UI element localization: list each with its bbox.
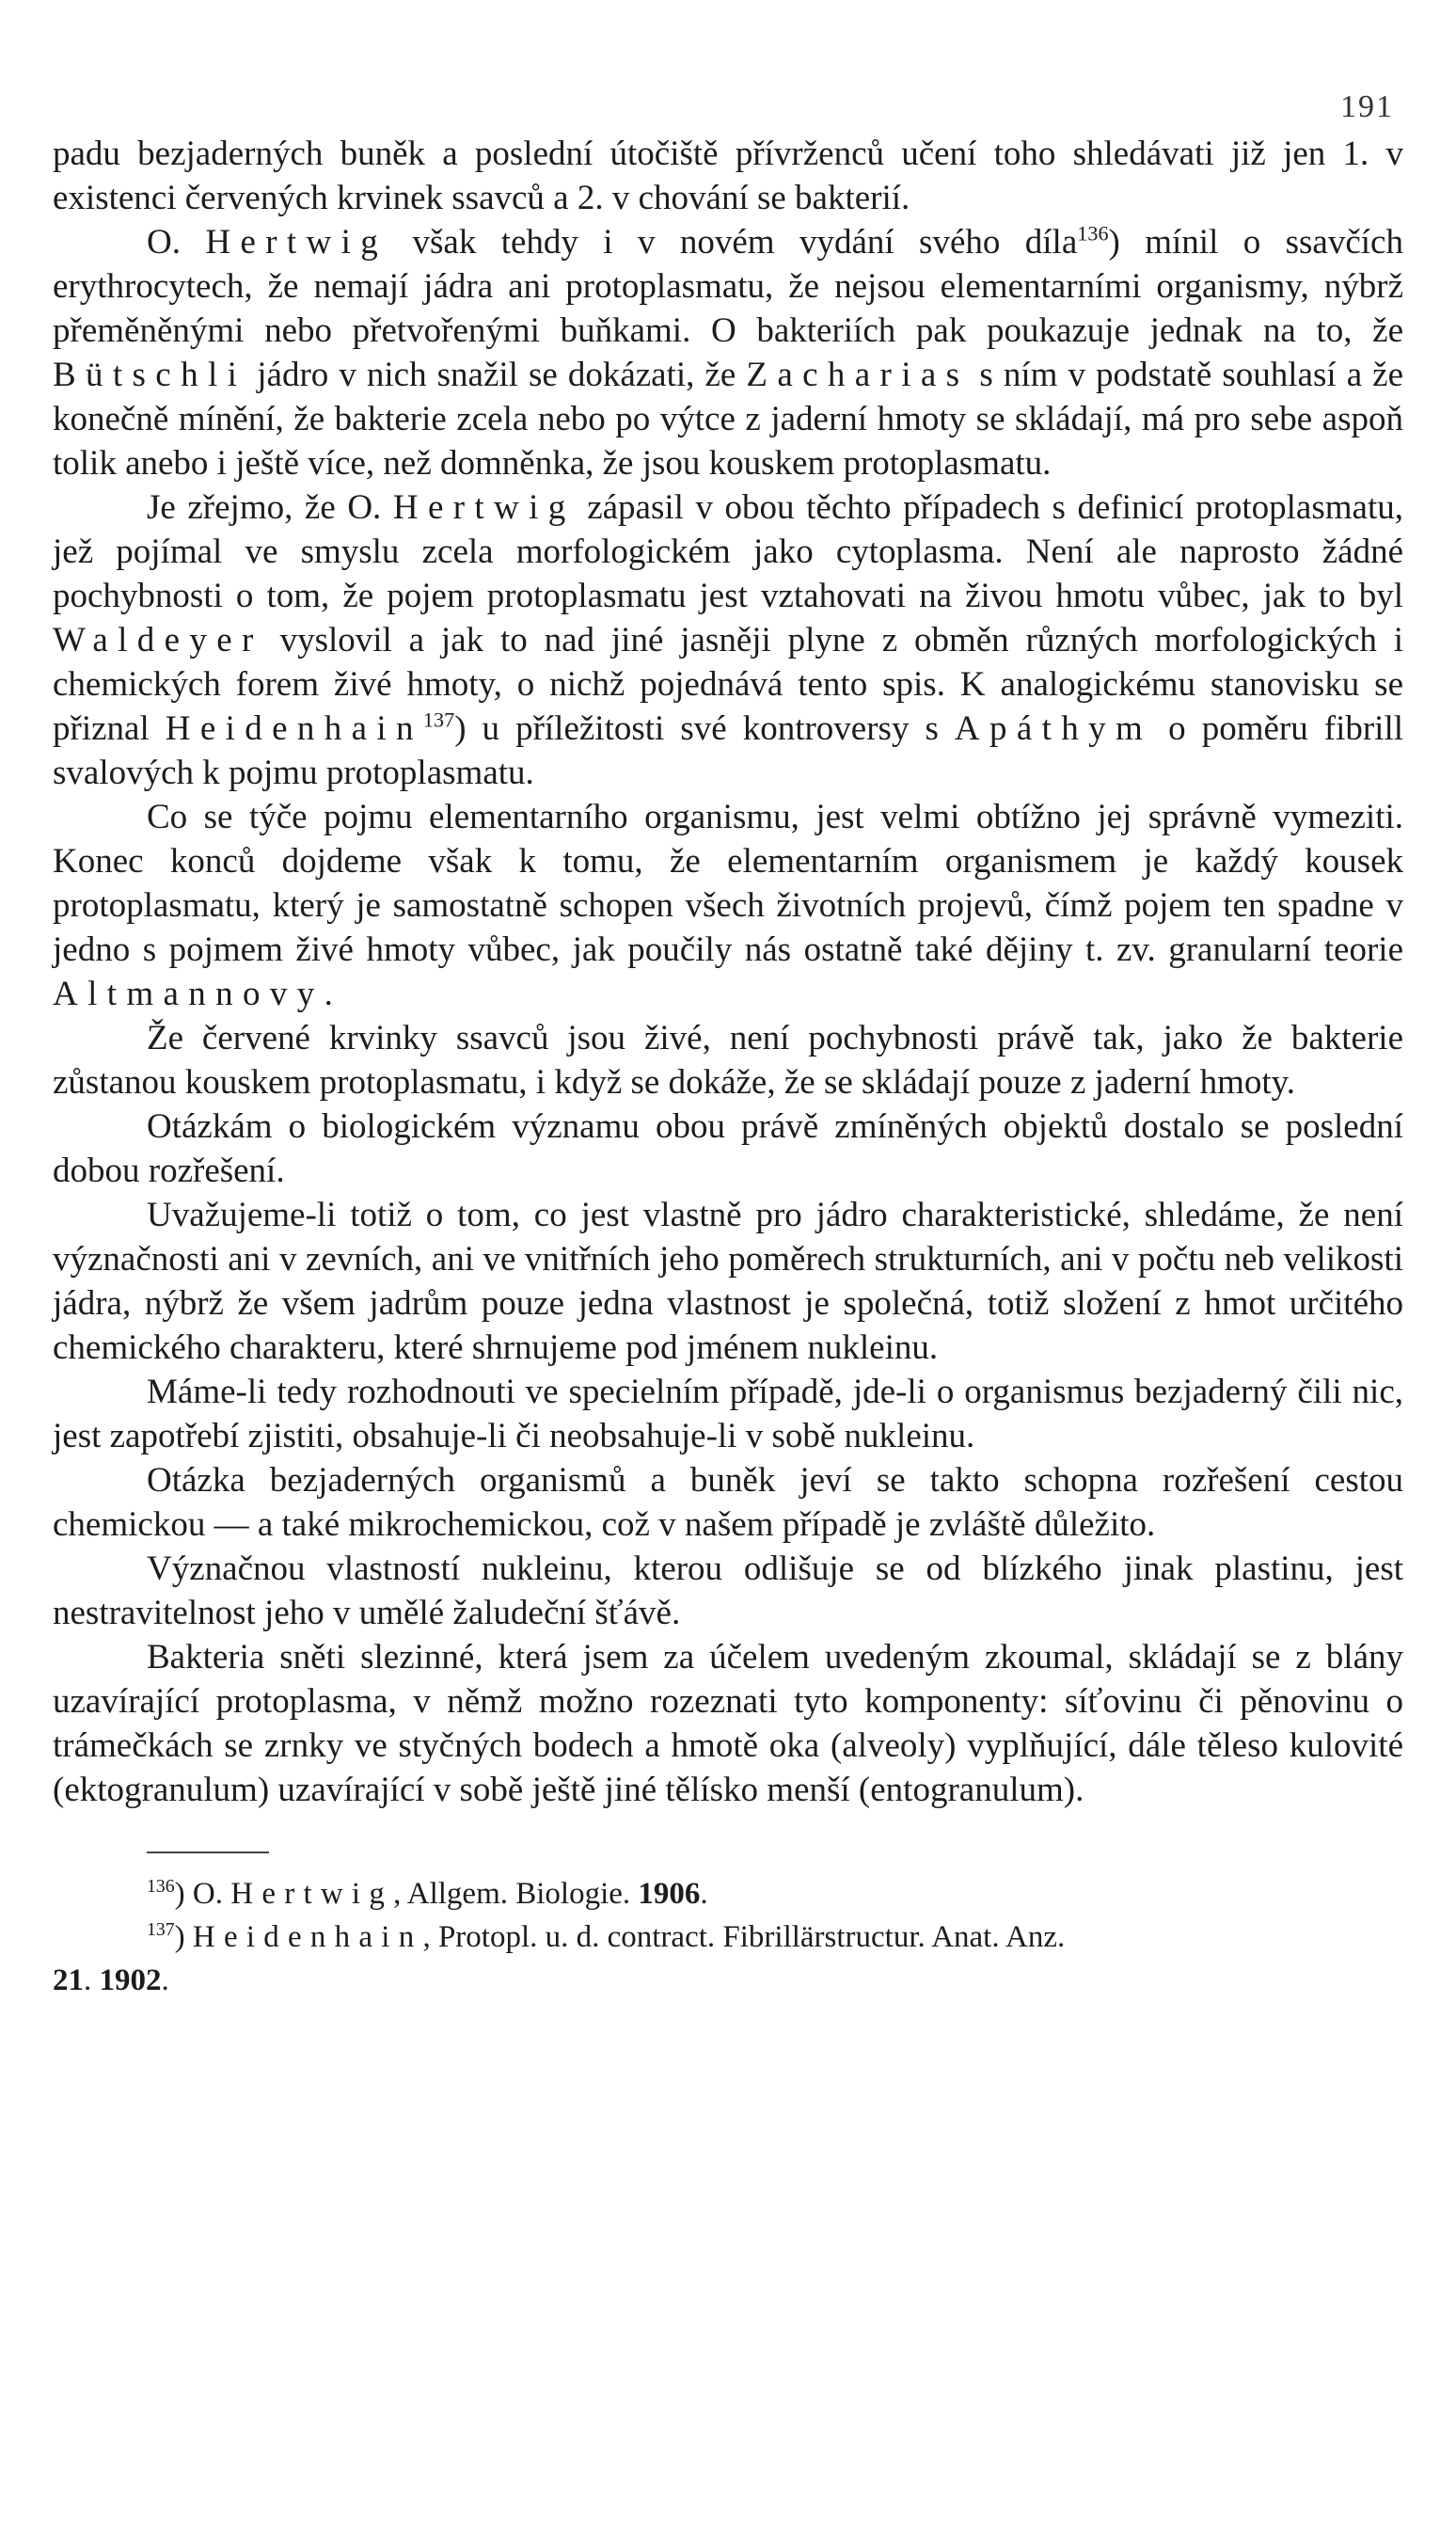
text-run: Že červené krvinky ssavců jsou živé, není pochybnosti právě tak, jako že bakterie zůstanou kouskem protoplasmatu, i když se dokáže, že se skládají pouze z jaderní hmoty. — [53, 1019, 1403, 1102]
text-run: jádro v nich snažil se dokázati, že — [246, 356, 747, 394]
text-run: Co se týče pojmu elementarního organismu, jest velmi obtížno jej správně vymeziti. Konec konců dojdeme však k tomu, že elementarním organismem je každý kousek protoplasmatu, který je samostatně schopen všech životních projevů, čímž pojem ten spadne v jedno s pojmem živé hmoty vůbec, jak poučily nás ostatně také dějiny t. zv. granularní teorie — [53, 798, 1403, 969]
footnote-ref: 137 — [422, 707, 455, 732]
text-run: zápasil v obou těchto případech s definicí protoplasmatu, jež pojímal ve smyslu zcela morfologickém jako cytoplasma. Není ale naprosto žádné pochybnosti o tom, že pojem protoplasmatu jest vztahovati na živou hmotu vůbec, jak to byl — [53, 488, 1403, 615]
text-run: Otázka bezjaderných organismů a buněk jeví se takto schopna rozřešení cestou chemickou — a také mikrochemickou, což v našem případě je zvláště důležito. — [53, 1461, 1403, 1544]
footnote-136 — [53, 1872, 1403, 1915]
spaced-name: Hertwig — [392, 488, 576, 527]
text-run: s ním v podstatě souhlasí a že konečně mínění, že bakterie zcela nebo po výtce z jaderní hmoty se skládají, má pro sebe aspoň tolik anebo i ještě více, než domněnka, že jsou kouskem protoplasmatu. — [53, 356, 1403, 483]
paragraph — [53, 1105, 1403, 1193]
text-run: Otázkám o biologickém významu obou právě zmíněných objektů dostalo se poslední dobou rozřešení. — [53, 1107, 1403, 1190]
spaced-name: Zacharias — [746, 356, 970, 394]
text-run: , Protopl. u. d. contract. Fibrillärstructur. Anat. Anz. — [422, 1920, 1066, 1954]
spaced-name: Bütschli — [53, 356, 247, 394]
paragraph — [53, 795, 1403, 1016]
footnote-ref: 136 — [1077, 221, 1109, 246]
paragraph — [53, 132, 1403, 220]
text-run: padu bezjaderných buněk a poslední útočiště přívrženců učení toho shledávati již jen 1. v existenci červených krvinek ssavců a 2. v chování se bakterií. — [53, 135, 1403, 217]
paragraph — [53, 1370, 1403, 1458]
page-number: 191 — [1340, 89, 1394, 124]
text-run: . — [161, 1963, 169, 1997]
spaced-name: Altmannovy — [53, 975, 324, 1013]
text-run: Je zřejmo, že O. — [147, 488, 393, 527]
paragraph — [53, 1193, 1403, 1370]
footnote-ref: 136 — [147, 1876, 175, 1898]
text-run: . — [324, 975, 333, 1013]
footnote-137 — [53, 1915, 1403, 1959]
paragraph — [53, 220, 1403, 485]
text-run: Uvažujeme-li totiž o tom, co jest vlastně pro jádro charakteristické, shledáme, že není význačnosti ani v zevních, ani ve vnitřních jeho poměrech strukturních, ani v počtu neb velikosti jádra, nýbrž že všem jadrům pouze jedna vlastnost je společná, totiž složení z hmot určitého chemického charakteru, které shrnujeme pod jménem nukleinu. — [53, 1196, 1403, 1367]
bold-text: 1902 — [99, 1963, 162, 1997]
spaced-name: Hertwig — [230, 1877, 394, 1911]
text-run: . — [84, 1963, 100, 1997]
text-run: o poměru fibrill svalových k pojmu protoplasmatu. — [53, 709, 1404, 792]
text-run: vyslovil a jak to nad jiné jasněji plyne z obměn různých morfologických i chemických forem živé hmoty, o nichž pojednává tento spis. K analogickému stanovisku se přiznal — [53, 621, 1403, 748]
text-run: však tehdy i v novém vydání svého díla — [388, 223, 1078, 262]
text-run: . — [700, 1877, 708, 1911]
spaced-name: Heidenhain — [165, 709, 423, 748]
text-run: , Allgem. Biologie. — [393, 1877, 639, 1911]
footnotes — [53, 1872, 1403, 2002]
text-run: ) u příležitosti své kontroversy s — [454, 709, 955, 748]
body-text — [53, 132, 1403, 1812]
footnote-ref: 137 — [147, 1919, 175, 1941]
spaced-name: Waldeyer — [53, 621, 263, 660]
bold-text: 21 — [53, 1963, 84, 1997]
spaced-name: Heidenhain — [192, 1920, 423, 1954]
text-run: ) — [174, 1920, 193, 1954]
text-run: Máme-li tedy rozhodnouti ve specielním případě, jde-li o organismus bezjaderný čili nic, jest zapotřebí zjistiti, obsahuje-li či neobsahuje-li v sobě nukleinu. — [53, 1373, 1403, 1455]
spaced-name: Hertwig — [205, 223, 388, 262]
paragraph — [53, 485, 1403, 795]
paragraph — [53, 1635, 1403, 1812]
text-run: O. — [147, 223, 206, 262]
footnote-137-continuation — [53, 1959, 1403, 2002]
bold-text: 1906 — [638, 1877, 701, 1911]
text-run: ) O. — [174, 1877, 231, 1911]
paragraph — [53, 1547, 1403, 1635]
text-run: ) mínil o ssavčích erythrocytech, že nemají jádra ani protoplasmatu, že nejsou elementarními organismy, nýbrž přeměněnými nebo přetvořenými buňkami. O bakteriích pak poukazuje jednak na to, že — [53, 223, 1403, 350]
footnote-rule — [147, 1852, 269, 1853]
text-run: Význačnou vlastností nukleinu, kterou odlišuje se od blízkého jinak plastinu, jest nestravitelnost jeho v umělé žaludeční šťávě. — [53, 1550, 1403, 1632]
spaced-name: Apáthym — [954, 709, 1153, 748]
text-run: Bakteria sněti slezinné, která jsem za účelem uvedeným zkoumal, skládají se z blány uzavírající protoplasma, v němž možno rozeznati tyto komponenty: síťovinu či pěnovinu o trámečkách se zrnky ve styčných bodech a hmotě oka (alveoly) vyplňující, dále těleso kulovité (ektogranulum) uzavírající v sobě ještě jiné tělísko menší (entogranulum). — [53, 1638, 1403, 1809]
paragraph — [53, 1016, 1403, 1105]
paragraph — [53, 1458, 1403, 1547]
